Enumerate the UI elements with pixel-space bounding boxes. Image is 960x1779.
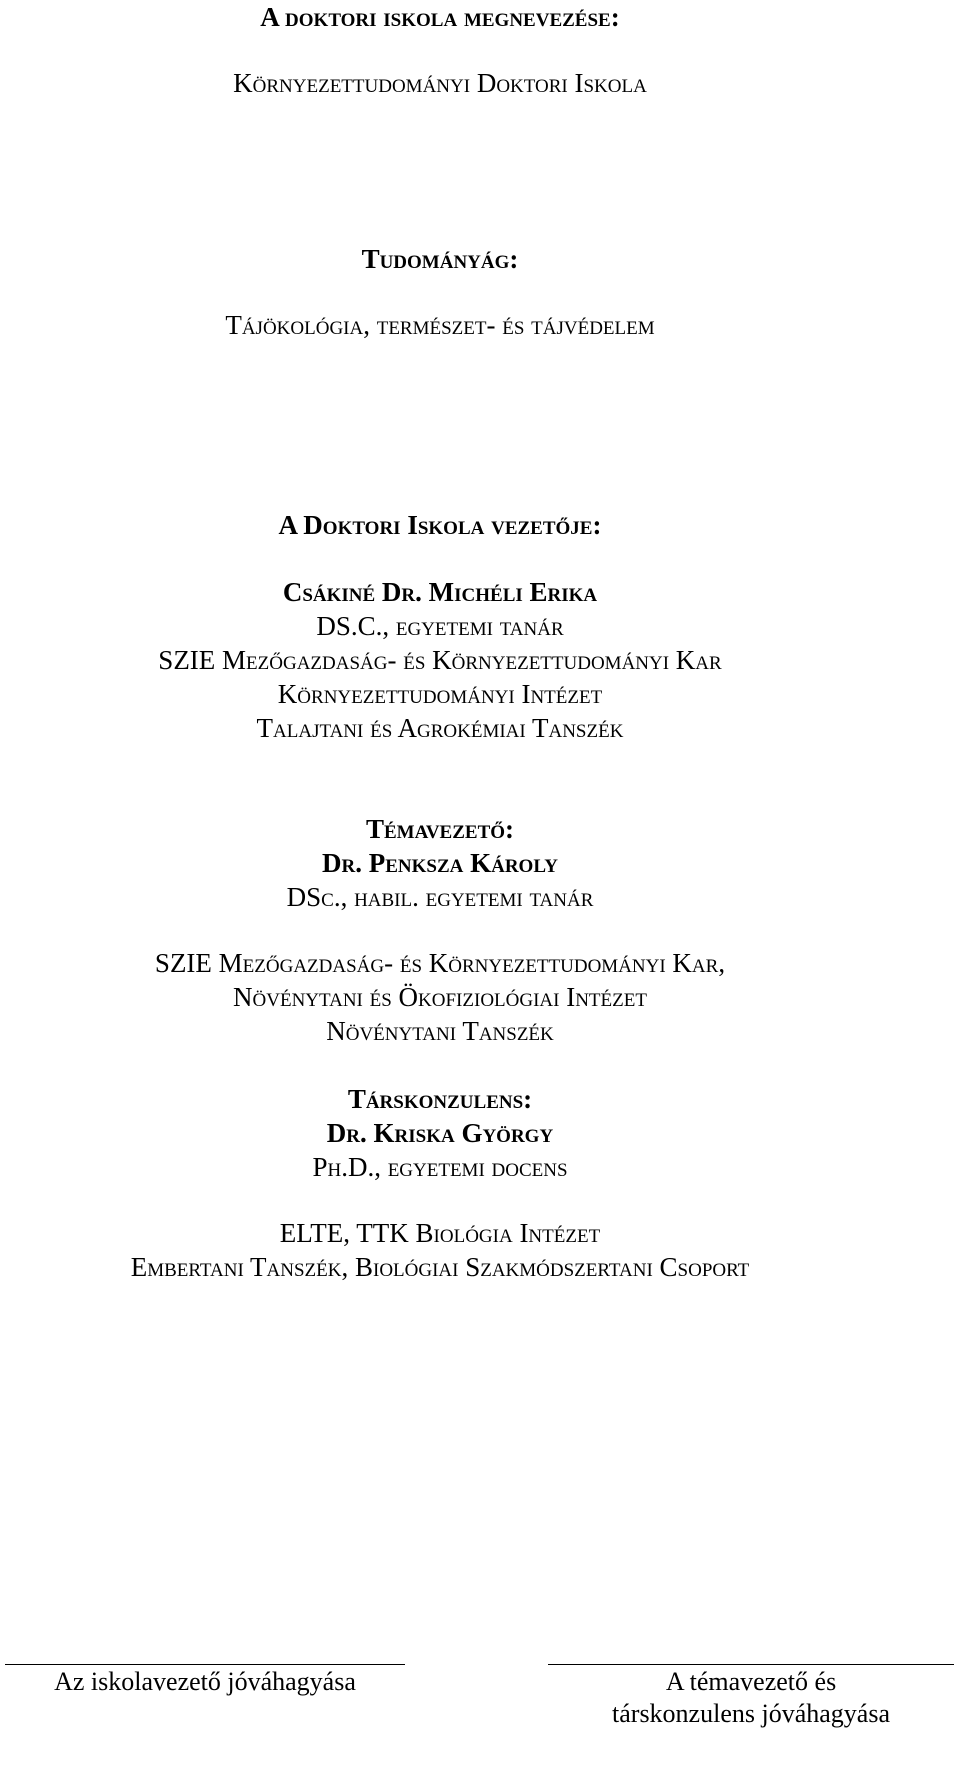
leader-title: DS.C., egyetemi tanár (316, 611, 564, 641)
field-name: Tájökológia, természet- és tájvédelem (225, 310, 655, 340)
field-heading: Tudományág: (361, 244, 519, 274)
cosupervisor-institute: ELTE, TTK Biológia Intézet (279, 1218, 601, 1248)
cosupervisor-title: Ph.D., egyetemi docens (312, 1152, 568, 1182)
supervisor-title: DSc., habil. egyetemi tanár (286, 882, 594, 912)
leader-faculty: SZIE Mezőgazdaság- és Környezettudományi Kar (158, 645, 722, 675)
supervisor-faculty: SZIE Mezőgazdaság- és Környezettudományi Kar, (154, 948, 726, 978)
leader-heading: A Doktori Iskola vezetője: (278, 510, 602, 540)
supervisor-department: Növénytani Tanszék (326, 1016, 554, 1046)
supervisor-name: Dr. Penksza Károly (322, 848, 558, 878)
supervisor-institute: Növénytani és Ökofiziológiai Intézet (233, 982, 647, 1012)
left-signature-line (5, 1664, 405, 1665)
left-signature-label: Az iskolavezető jóváhagyása (54, 1667, 356, 1696)
leader-institute: Környezettudományi Intézet (277, 679, 603, 709)
right-signature-line (548, 1664, 954, 1665)
cosupervisor-name: Dr. Kriska György (326, 1118, 554, 1148)
right-signature-label-line2: társkonzulens jóváhagyása (612, 1699, 890, 1728)
supervisor-heading: Témavezető: (365, 814, 515, 844)
cosupervisor-heading: Társkonzulens: (347, 1084, 533, 1114)
school-name: Környezettudományi Doktori Iskola (233, 68, 647, 98)
leader-name: Csákiné Dr. Michéli Erika (282, 577, 598, 607)
right-signature-label-line1: A témavezető és (665, 1667, 837, 1696)
leader-department: Talajtani és Agrokémiai Tanszék (256, 713, 624, 743)
cosupervisor-department: Embertani Tanszék, Biológiai Szakmódszertani Csoport (130, 1252, 750, 1282)
school-heading: A doktori iskola megnevezése: (260, 2, 620, 32)
